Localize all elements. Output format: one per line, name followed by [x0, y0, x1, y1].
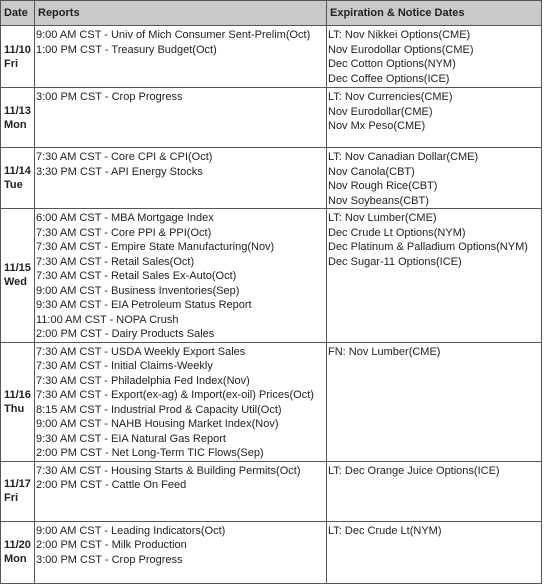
report-item: 7:30 AM CST - Retail Sales Ex-Auto(Oct): [36, 270, 237, 282]
reports-cell: [35, 461, 327, 521]
expiration-item: Dec Crude Lt Options(NYM): [328, 226, 466, 239]
table-row: [1, 342, 542, 461]
day-value: Fri: [4, 492, 19, 504]
date-cell: [1, 209, 35, 343]
table-row: [1, 26, 542, 88]
expiration-item: Nov Mx Peso(CME): [328, 120, 426, 132]
report-item: 8:15 AM CST - Industrial Prod & Capacity Util(Oct): [36, 403, 282, 416]
report-item: 9:00 AM CST - Business Inventories(Sep): [36, 284, 240, 297]
report-item: 2:00 PM CST - Net Long-Term TIC Flows(Sep): [36, 447, 264, 459]
date-value: 11/15: [4, 262, 31, 275]
day-value: Tue: [4, 179, 23, 191]
expiration-item: Dec Cotton Options(NYM): [328, 58, 456, 70]
report-item: 9:30 AM CST - EIA Natural Gas Report: [36, 432, 226, 445]
report-item: 7:30 AM CST - Initial Claims-Weekly: [36, 360, 213, 372]
date-value: 11/20: [4, 539, 31, 551]
report-item: 3:00 PM CST - Crop Progress: [36, 553, 183, 566]
expiration-item: Nov Canola(CBT): [328, 165, 415, 178]
expiration-item: FN: Nov Lumber(CME): [328, 345, 441, 358]
date-header: Date: [1, 1, 35, 26]
expiration-cell: [327, 461, 542, 521]
expiration-item: Nov Rough Rice(CBT): [328, 180, 438, 192]
report-item: 3:00 PM CST - Crop Progress: [36, 91, 183, 103]
day-value: Mon: [4, 553, 27, 565]
report-item: 2:00 PM CST - Cattle On Feed: [36, 479, 187, 491]
report-item: 7:30 AM CST - Export(ex-ag) & Import(ex-oil) Prices(Oct): [36, 389, 314, 401]
report-item: 1:00 PM CST - Treasury Budget(Oct): [36, 43, 217, 56]
expiration-item: LT: Nov Canadian Dollar(CME): [328, 151, 479, 163]
date-cell: [1, 26, 35, 88]
report-item: 7:30 AM CST - Philadelphia Fed Index(Nov): [36, 374, 250, 387]
expiration-item: LT: Dec Crude Lt(NYM): [328, 524, 442, 537]
expiration-cell: [327, 26, 542, 88]
reports-cell: [35, 342, 327, 461]
reports-cell: [35, 26, 327, 88]
expiration-item: Nov Eurodollar(CME): [328, 105, 433, 118]
report-item: 2:00 PM CST - Milk Production: [36, 539, 187, 551]
table-row: [1, 148, 542, 209]
report-item: 7:30 AM CST - USDA Weekly Export Sales: [36, 345, 246, 358]
report-item: 7:30 AM CST - Core PPI & PPI(Oct): [36, 226, 212, 239]
report-item: 9:00 AM CST - NAHB Housing Market Index(Nov): [36, 418, 279, 430]
date-cell: [1, 342, 35, 461]
report-item: 9:00 AM CST - Leading Indicators(Oct): [36, 524, 226, 537]
expiration-item: LT: Nov Nikkei Options(CME): [328, 29, 471, 41]
header-row: [1, 1, 542, 26]
report-item: 9:30 AM CST - EIA Petroleum Status Report: [36, 299, 252, 311]
day-value: Mon: [4, 118, 27, 131]
date-value: 11/10: [4, 43, 31, 56]
report-item: 7:30 AM CST - Retail Sales(Oct): [36, 255, 195, 268]
day-value: Thu: [4, 402, 25, 415]
reports-cell: [35, 88, 327, 148]
expiration-cell: [327, 88, 542, 148]
report-item: 2:00 PM CST - Dairy Products Sales: [36, 328, 215, 340]
report-item: 6:00 AM CST - MBA Mortgage Index: [36, 212, 214, 224]
table-row: [1, 461, 542, 521]
report-item: 7:30 AM CST - Core CPI & CPI(Oct): [36, 151, 213, 163]
date-value: 11/13: [4, 104, 31, 117]
date-cell: [1, 521, 35, 583]
expiration-item: Dec Coffee Options(ICE): [328, 72, 450, 85]
expiration-item: LT: Dec Orange Juice Options(ICE): [328, 464, 500, 477]
date-value: 11/14: [4, 165, 31, 177]
reports-cell: [35, 209, 327, 343]
expiration-cell: [327, 521, 542, 583]
expiration-header: Expiration & Notice Dates: [327, 1, 542, 26]
report-item: 3:30 PM CST - API Energy Stocks: [36, 165, 203, 178]
table-row: [1, 209, 542, 343]
expiration-item: Nov Soybeans(CBT): [328, 194, 429, 207]
report-item: 9:00 AM CST - Univ of Mich Consumer Sent-Prelim(Oct): [36, 29, 311, 41]
date-value: 11/16: [4, 388, 31, 401]
expiration-item: Dec Sugar-11 Options(ICE): [328, 255, 462, 268]
reports-cell: [35, 521, 327, 583]
report-item: 11:00 AM CST - NOPA Crush: [36, 313, 179, 326]
expiration-item: LT: Nov Lumber(CME): [328, 212, 437, 224]
date-cell: [1, 88, 35, 148]
day-value: Fri: [4, 57, 19, 70]
expiration-item: LT: Nov Currencies(CME): [328, 91, 453, 103]
report-item: 7:30 AM CST - Housing Starts & Building Permits(Oct): [36, 464, 301, 477]
expiration-item: Nov Eurodollar Options(CME): [328, 43, 474, 56]
expiration-item: Dec Platinum & Palladium Options(NYM): [328, 241, 528, 253]
day-value: Wed: [4, 276, 28, 289]
reports-header: Reports: [35, 1, 327, 26]
date-value: 11/17: [4, 478, 31, 490]
table-row: [1, 88, 542, 148]
expiration-cell: [327, 209, 542, 343]
expiration-cell: [327, 148, 542, 209]
table-row: [1, 521, 542, 583]
date-cell: [1, 461, 35, 521]
report-item: 7:30 AM CST - Empire State Manufacturing(Nov): [36, 241, 275, 253]
reports-cell: [35, 148, 327, 209]
expiration-cell: [327, 342, 542, 461]
date-cell: [1, 148, 35, 209]
